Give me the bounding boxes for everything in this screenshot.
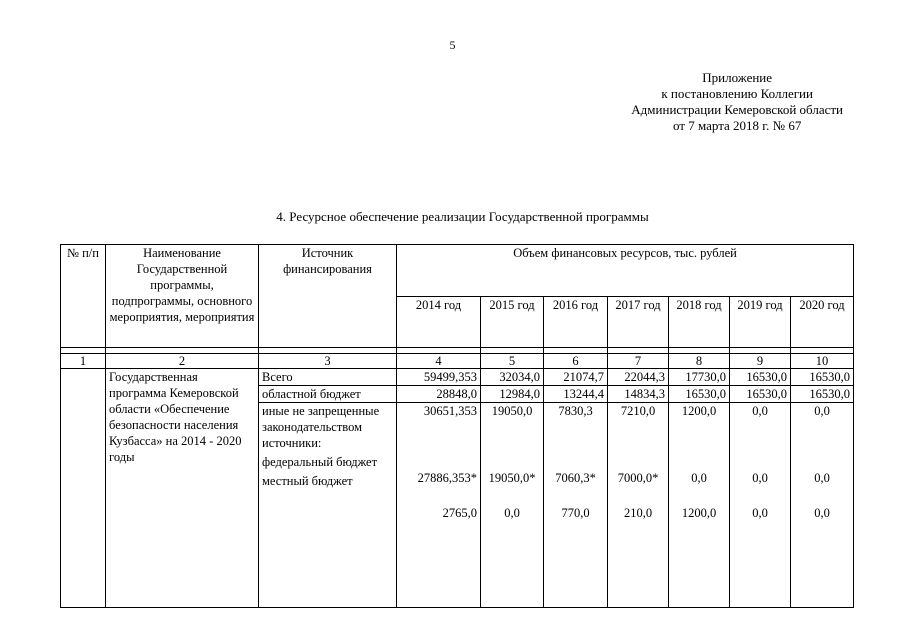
value-cell: 16530,0 (730, 369, 791, 386)
header-no: № п/п (61, 245, 106, 348)
value-federal: 0,0 (691, 471, 707, 485)
value-cell: 16530,0 (669, 386, 730, 403)
appendix-line-2: к постановлению Коллегии (661, 86, 813, 101)
column-number: 8 (669, 354, 730, 369)
program-name: Государственная программа Кемеровской области «Обеспечение безопасности населения Кузбасса» на 2014 - 2020 годы (106, 369, 259, 608)
value-cell: 14834,3 (608, 386, 669, 403)
value-cell: 13244,4 (544, 386, 608, 403)
column-number: 7 (608, 354, 669, 369)
value-other: 19050,0 (491, 404, 533, 418)
value-cell: 32034,0 (481, 369, 544, 386)
header-year: 2020 год (791, 296, 854, 348)
appendix-note (631, 70, 843, 134)
column-number: 9 (730, 354, 791, 369)
value-stack (730, 403, 791, 608)
appendix-line-1: Приложение (702, 70, 773, 85)
value-stack (481, 403, 544, 608)
source-total: Всего (259, 369, 397, 386)
page-number: 5 (449, 38, 456, 52)
source-regional: областной бюджет (259, 386, 397, 403)
value-cell: 12984,0 (481, 386, 544, 403)
value-local: 0,0 (752, 506, 768, 520)
value-federal: 0,0 (752, 471, 768, 485)
column-number: 3 (259, 354, 397, 369)
header-year: 2016 год (544, 296, 608, 348)
value-stack (397, 403, 481, 608)
value-other: 0,0 (814, 404, 830, 418)
value-stack (669, 403, 730, 608)
value-cell: 17730,0 (669, 369, 730, 386)
value-local: 0,0 (814, 506, 830, 520)
source-federal: федеральный бюджет (262, 455, 378, 469)
column-number-row (61, 354, 854, 369)
value-federal: 27886,353* (417, 471, 477, 485)
value-stack (608, 403, 669, 608)
value-cell: 59499,353 (397, 369, 481, 386)
header-year: 2018 год (669, 296, 730, 348)
value-stack (544, 403, 608, 608)
source-local: местный бюджет (262, 474, 353, 488)
header-name: Наименование Государственной программы, подпрограммы, основного мероприятия, мероприятия (106, 245, 259, 348)
value-local: 770,0 (561, 506, 590, 520)
value-cell: 28848,0 (397, 386, 481, 403)
source-other: иные не запрещенные законодательством источники: (262, 404, 380, 450)
column-number: 10 (791, 354, 854, 369)
value-local: 210,0 (623, 506, 653, 520)
column-number: 4 (397, 354, 481, 369)
value-cell: 22044,3 (608, 369, 669, 386)
column-number: 5 (481, 354, 544, 369)
value-local: 2765,0 (442, 506, 477, 520)
header-year: 2015 год (481, 296, 544, 348)
header-source: Источник финансирования (259, 245, 397, 348)
header-year: 2017 год (608, 296, 669, 348)
value-other: 0,0 (752, 404, 768, 418)
value-federal: 7060,3* (555, 471, 596, 485)
value-other: 7830,3 (558, 404, 593, 418)
value-cell: 16530,0 (730, 386, 791, 403)
value-federal: 0,0 (814, 471, 830, 485)
appendix-line-3: Администрации Кемеровской области (631, 102, 843, 117)
value-local: 0,0 (504, 506, 520, 520)
value-other: 1200,0 (681, 404, 717, 418)
header-year: 2019 год (730, 296, 791, 348)
source-breakdown-cell (259, 403, 397, 608)
value-other: 30651,353 (423, 404, 477, 418)
header-row-1 (61, 245, 854, 297)
header-volume: Объем финансовых ресурсов, тыс. рублей (397, 245, 854, 297)
value-other: 7210,0 (620, 404, 656, 418)
value-local: 1200,0 (681, 506, 717, 520)
value-federal: 19050,0* (488, 471, 536, 485)
value-stack (791, 403, 854, 608)
value-federal: 7000,0* (617, 471, 659, 485)
value-cell: 16530,0 (791, 386, 854, 403)
row-no-cell (61, 369, 106, 608)
column-number: 2 (106, 354, 259, 369)
section-title: 4. Ресурсное обеспечение реализации Государственной программы (276, 209, 649, 224)
column-number: 6 (544, 354, 608, 369)
resource-table (60, 244, 854, 608)
value-cell: 16530,0 (791, 369, 854, 386)
table-row-total (61, 369, 854, 386)
appendix-line-4: от 7 марта 2018 г. № 67 (672, 118, 802, 133)
value-cell: 21074,7 (544, 369, 608, 386)
header-year: 2014 год (397, 296, 481, 348)
column-number: 1 (61, 354, 106, 369)
